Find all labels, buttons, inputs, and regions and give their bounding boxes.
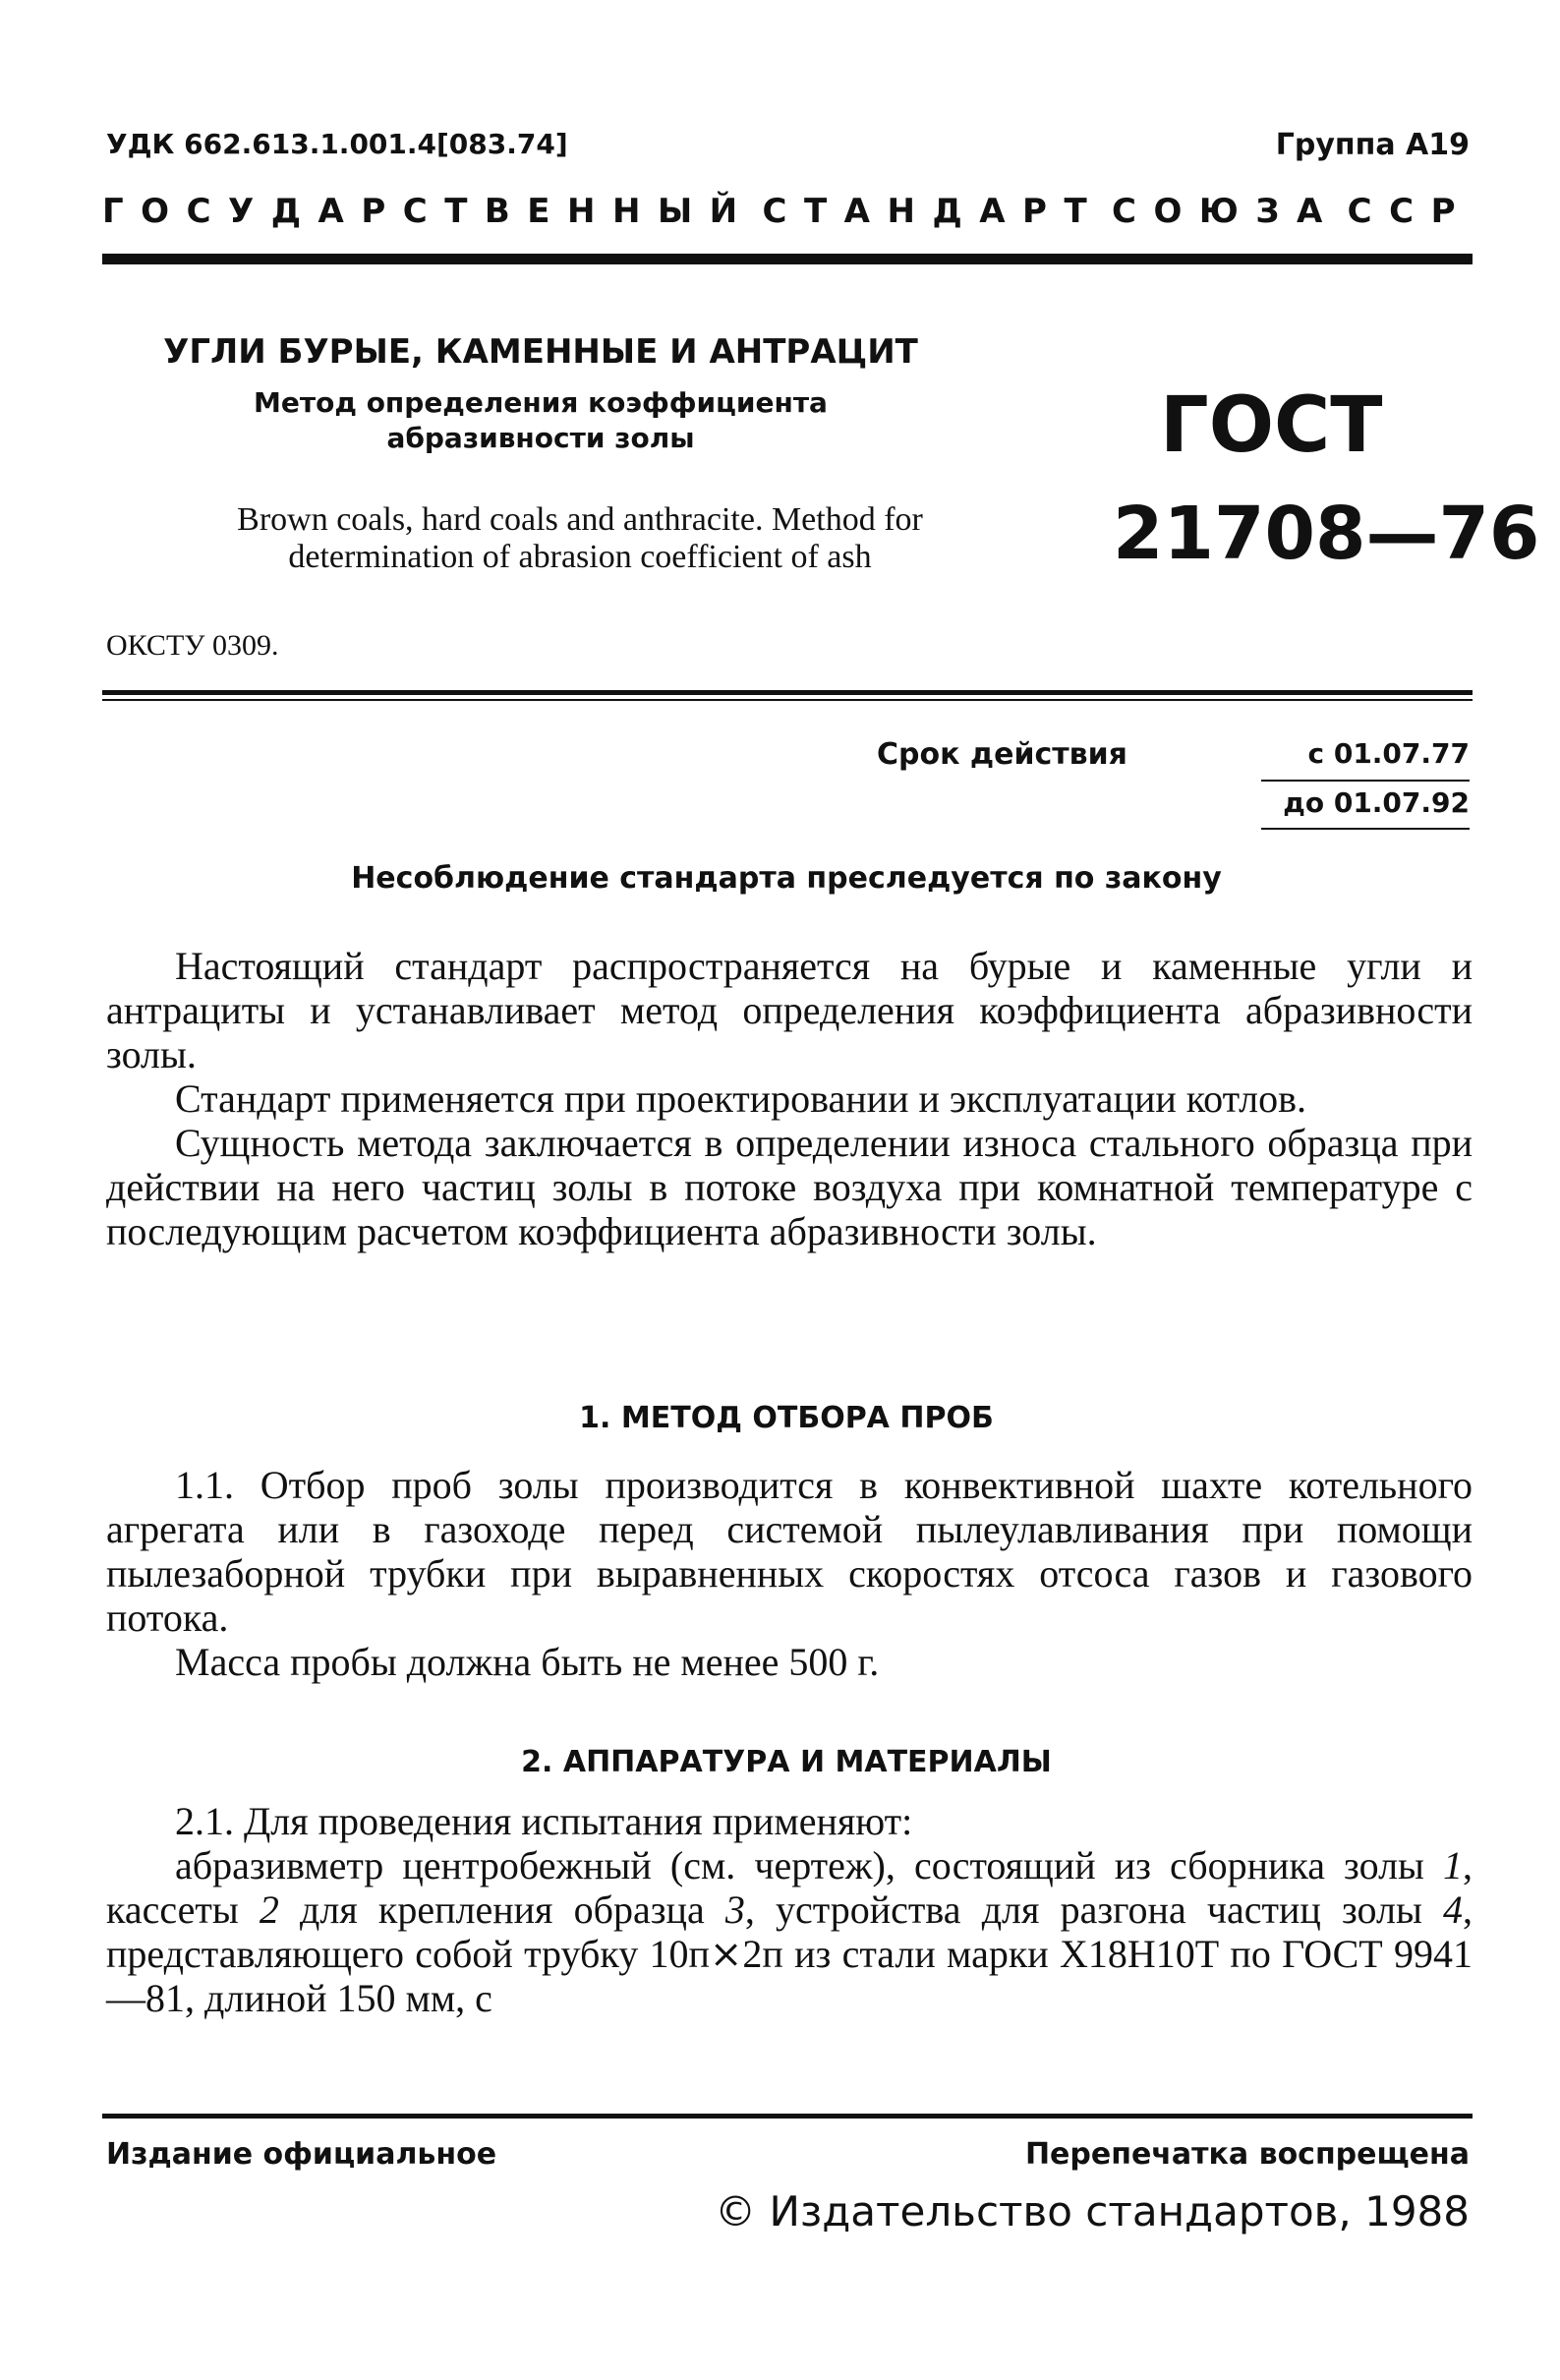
copyright	[715, 2187, 1470, 2235]
paragraph: Стандарт применяется при проектировании и эксплуатации котлов.	[175, 1076, 1306, 1121]
validity-underline	[1261, 780, 1470, 782]
section-1-text	[106, 1463, 1473, 1684]
section-heading: 1. МЕТОД ОТБОРА ПРОБ	[579, 1401, 994, 1435]
section-heading: 2. АППАРАТУРА И МАТЕРИАЛЫ	[521, 1745, 1052, 1779]
legal-warning: Несоблюдение стандарта преследуется по закону	[351, 861, 1222, 896]
text-run: абразивметр центробежный (см. чертеж), состоящий из сборника золы	[175, 1843, 1443, 1887]
paragraph: Сущность метода заключается в определении износа стального образца при действии на него частиц золы в потоке воздуха при комнатной температуре с последующим расчетом коэффициента абразивности золы.	[106, 1121, 1473, 1253]
paragraph	[106, 1843, 1473, 2020]
gost-number: 21708—76	[1113, 492, 1540, 576]
paragraph: Масса пробы должна быть не менее 500 г.	[175, 1640, 880, 1684]
validity-from: с 01.07.77	[1307, 737, 1470, 770]
group-code: Группа А19	[1275, 128, 1470, 162]
text-run: для крепления образца	[278, 1887, 725, 1932]
title-rule	[102, 690, 1473, 695]
banner-word: СОЮЗА	[1112, 192, 1340, 231]
text-run: , кассеты	[106, 1843, 1473, 1932]
okstu-code: ОКСТУ 0309.	[106, 629, 279, 662]
gost-label: ГОСТ	[1160, 381, 1383, 470]
document-title: УГЛИ БУРЫЕ, КАМЕННЫЕ И АНТРАЦИТ	[163, 332, 918, 372]
text-run: , представляющего собой трубку 10п⨯2п из стали марки Х18Н10Т по ГОСТ 9941—81, длиной 150 мм, с	[106, 1887, 1473, 2020]
title-rule-thin	[102, 699, 1473, 701]
reprint-prohibited-label: Перепечатка воспрещена	[1024, 2137, 1470, 2172]
validity-to: до 01.07.92	[1283, 786, 1470, 819]
document-subtitle: Метод определения коэффициента абразивности золы	[254, 386, 828, 454]
text-run: , устройства для разгона частиц золы	[744, 1887, 1444, 1932]
copyright-text: Издательство стандартов, 1988	[756, 2187, 1470, 2235]
validity-label: Срок действия	[877, 737, 1127, 772]
banner-word: СТАНДАРТ	[762, 192, 1105, 231]
state-standard-banner	[102, 192, 1473, 231]
item-number: 1	[1443, 1843, 1463, 1887]
item-number: 3	[724, 1887, 745, 1932]
paragraph: 1.1. Отбор проб золы производится в конвективной шахте котельного агрегата или в газоходе перед системой пылеулавливания при помощи пылезаборной трубки при выравненных скоростях отсоса газов и газового потока.	[106, 1463, 1473, 1640]
copyright-icon: ©	[715, 2187, 757, 2235]
footer-rule	[102, 2114, 1473, 2119]
header-rule	[102, 254, 1473, 264]
english-title: Brown coals, hard coals and anthracite. Method for determination of abrasion coefficient of ash	[237, 501, 923, 575]
item-number: 4	[1443, 1887, 1464, 1932]
validity-underline	[1261, 828, 1470, 830]
item-number: 2	[259, 1887, 279, 1932]
banner-word: ССР	[1347, 192, 1473, 231]
banner-word: ГОСУДАРСТВЕННЫЙ	[102, 192, 755, 231]
intro-text	[106, 944, 1473, 1253]
paragraph: Настоящий стандарт распространяется на бурые и каменные угли и антрациты и устанавливает метод определения коэффициента абразивности золы.	[106, 944, 1473, 1076]
official-edition-label: Издание официальное	[106, 2137, 497, 2172]
udk-code: УДК 662.613.1.001.4[083.74]	[106, 128, 568, 160]
section-2-text	[106, 1799, 1473, 2020]
paragraph: 2.1. Для проведения испытания применяют:	[175, 1799, 913, 1843]
